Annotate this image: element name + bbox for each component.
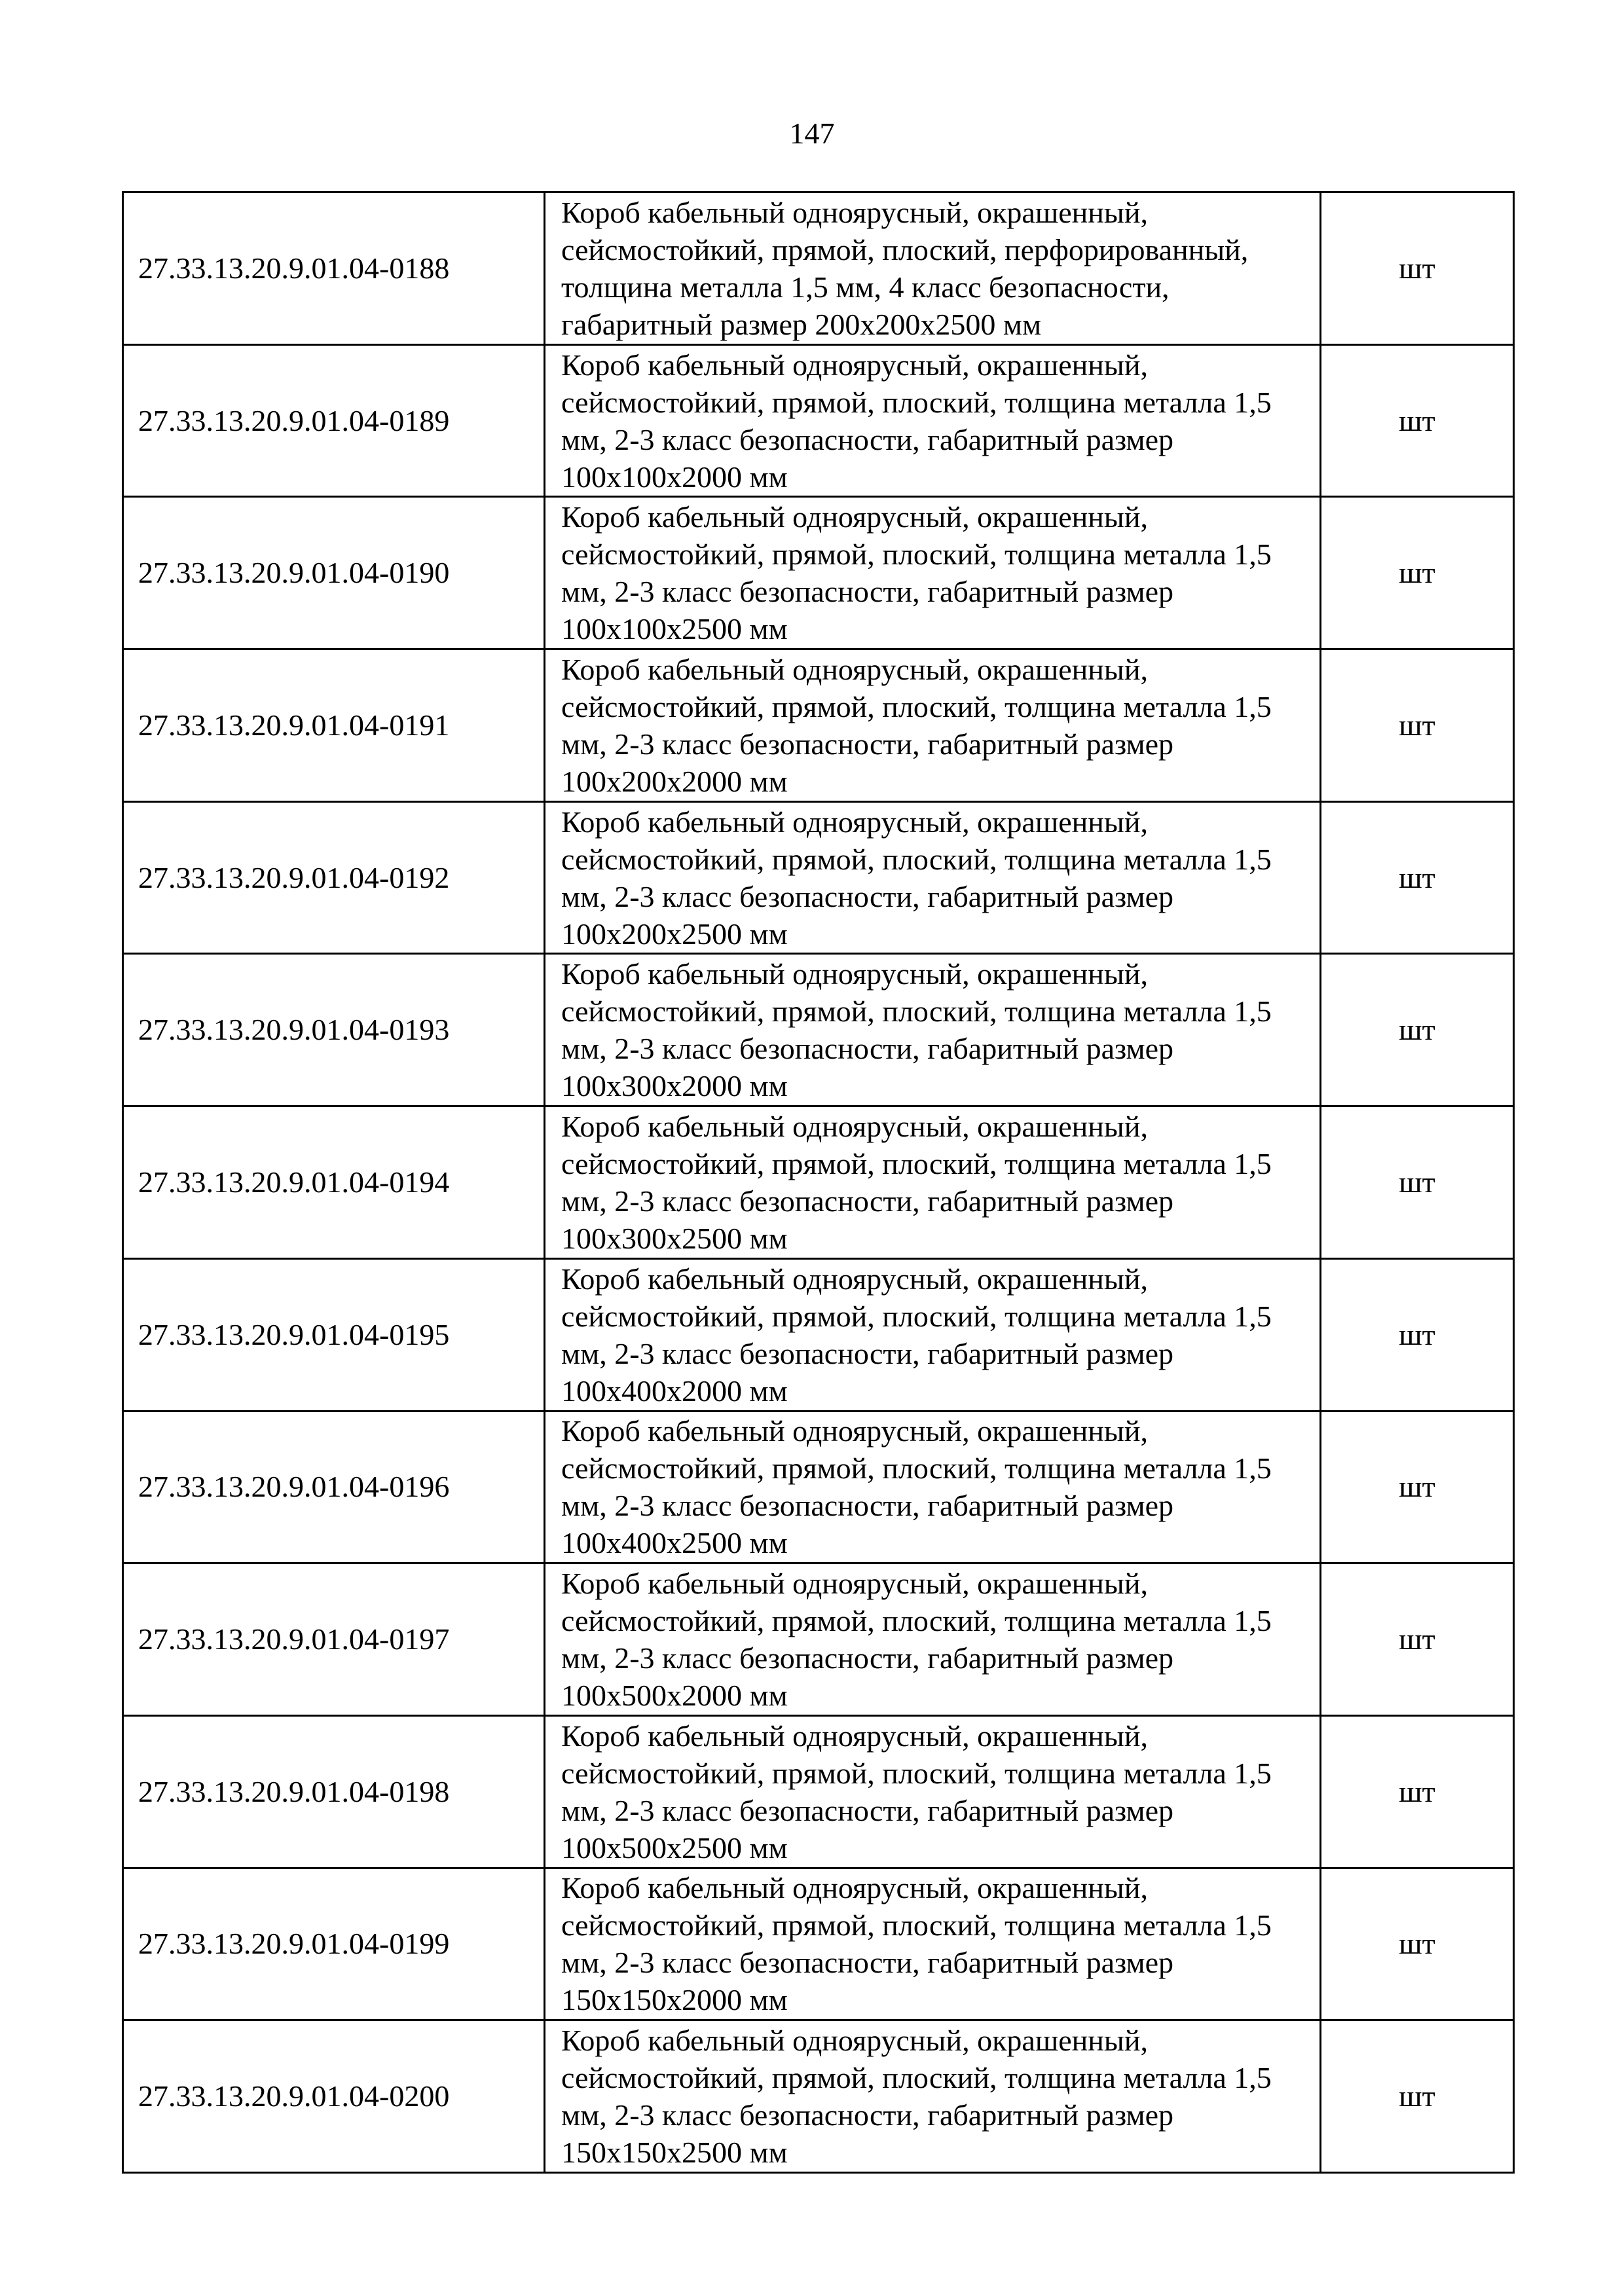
- resource-description-text: Короб кабельный одноярусный, окрашенный, сейсмостойкий, прямой, плоский, толщина металла 1,5 мм, 2-3 класс безопасности, габаритный размер 100х300х2500 мм: [561, 1109, 1272, 1255]
- resource-unit: шт: [1321, 1258, 1514, 1411]
- resource-unit: шт: [1321, 192, 1514, 345]
- resource-description-text: Короб кабельный одноярусный, окрашенный, сейсмостойкий, прямой, плоский, толщина металла 1,5 мм, 2-3 класс безопасности, габаритный размер 100х100х2500 мм: [561, 500, 1272, 646]
- resource-unit: шт: [1321, 1411, 1514, 1563]
- resource-unit: шт: [1321, 954, 1514, 1106]
- resource-unit: шт: [1321, 2020, 1514, 2173]
- resource-code: 27.33.13.20.9.01.04-0192: [123, 801, 545, 954]
- resource-description: [545, 192, 1321, 345]
- resource-code: 27.33.13.20.9.01.04-0193: [123, 954, 545, 1106]
- resource-unit: шт: [1321, 1868, 1514, 2020]
- resource-unit: шт: [1321, 649, 1514, 802]
- resource-description-text: Короб кабельный одноярусный, окрашенный, сейсмостойкий, прямой, плоский, толщина металла 1,5 мм, 2-3 класс безопасности, габаритный размер 100х100х2000 мм: [561, 348, 1272, 494]
- resource-code: 27.33.13.20.9.01.04-0191: [123, 649, 545, 802]
- resource-description: [545, 1411, 1321, 1563]
- resource-description: [545, 1106, 1321, 1259]
- resource-description-text: Короб кабельный одноярусный, окрашенный, сейсмостойкий, прямой, плоский, толщина металла 1,5 мм, 2-3 класс безопасности, габаритный размер 100х500х2000 мм: [561, 1567, 1272, 1713]
- resource-code: 27.33.13.20.9.01.04-0189: [123, 344, 545, 497]
- table-row: [123, 497, 1514, 649]
- resource-code: 27.33.13.20.9.01.04-0198: [123, 1715, 545, 1868]
- resource-description: [545, 954, 1321, 1106]
- resource-code: 27.33.13.20.9.01.04-0196: [123, 1411, 545, 1563]
- resource-description-text: Короб кабельный одноярусный, окрашенный, сейсмостойкий, прямой, плоский, перфорированный, толщина металла 1,5 мм, 4 класс безопасности, габаритный размер 200х200х2500 мм: [561, 195, 1249, 341]
- page-number: 147: [789, 117, 835, 150]
- resource-unit: шт: [1321, 1715, 1514, 1868]
- resource-unit: шт: [1321, 344, 1514, 497]
- resource-code: 27.33.13.20.9.01.04-0194: [123, 1106, 545, 1259]
- resource-description: [545, 1258, 1321, 1411]
- resource-description: [545, 1563, 1321, 1716]
- resource-description-text: Короб кабельный одноярусный, окрашенный, сейсмостойкий, прямой, плоский, толщина металла 1,5 мм, 2-3 класс безопасности, габаритный размер 100х200х2000 мм: [561, 652, 1272, 798]
- resource-code: 27.33.13.20.9.01.04-0195: [123, 1258, 545, 1411]
- resource-code: 27.33.13.20.9.01.04-0199: [123, 1868, 545, 2020]
- resource-table: [122, 191, 1515, 2174]
- resource-description-text: Короб кабельный одноярусный, окрашенный, сейсмостойкий, прямой, плоский, толщина металла 1,5 мм, 2-3 класс безопасности, габаритный размер 150х150х2000 мм: [561, 1871, 1272, 2017]
- table-row: [123, 344, 1514, 497]
- table-row: [123, 1715, 1514, 1868]
- resource-description-text: Короб кабельный одноярусный, окрашенный, сейсмостойкий, прямой, плоский, толщина металла 1,5 мм, 2-3 класс безопасности, габаритный размер 150х150х2500 мм: [561, 2024, 1272, 2170]
- table-row: [123, 1563, 1514, 1716]
- resource-description: [545, 1715, 1321, 1868]
- resource-description: [545, 497, 1321, 649]
- resource-description-text: Короб кабельный одноярусный, окрашенный, сейсмостойкий, прямой, плоский, толщина металла 1,5 мм, 2-3 класс безопасности, габаритный размер 100х300х2000 мм: [561, 957, 1272, 1103]
- resource-description: [545, 344, 1321, 497]
- resource-description: [545, 2020, 1321, 2173]
- table-row: [123, 1106, 1514, 1259]
- resource-unit: шт: [1321, 801, 1514, 954]
- resource-code: 27.33.13.20.9.01.04-0200: [123, 2020, 545, 2173]
- table-row: [123, 1868, 1514, 2020]
- table-row: [123, 649, 1514, 802]
- table-row: [123, 2020, 1514, 2173]
- resource-unit: шт: [1321, 497, 1514, 649]
- resource-code: 27.33.13.20.9.01.04-0188: [123, 192, 545, 345]
- table-row: [123, 954, 1514, 1106]
- table-row: [123, 192, 1514, 345]
- resource-description-text: Короб кабельный одноярусный, окрашенный, сейсмостойкий, прямой, плоский, толщина металла 1,5 мм, 2-3 класс безопасности, габаритный размер 100х200х2500 мм: [561, 805, 1272, 951]
- resource-description-text: Короб кабельный одноярусный, окрашенный, сейсмостойкий, прямой, плоский, толщина металла 1,5 мм, 2-3 класс безопасности, габаритный размер 100х400х2000 мм: [561, 1262, 1272, 1408]
- resource-description: [545, 1868, 1321, 2020]
- resource-description: [545, 801, 1321, 954]
- table-row: [123, 1258, 1514, 1411]
- table-row: [123, 801, 1514, 954]
- resource-unit: шт: [1321, 1563, 1514, 1716]
- resource-unit: шт: [1321, 1106, 1514, 1259]
- resource-description-text: Короб кабельный одноярусный, окрашенный, сейсмостойкий, прямой, плоский, толщина металла 1,5 мм, 2-3 класс безопасности, габаритный размер 100х400х2500 мм: [561, 1414, 1272, 1560]
- resource-description: [545, 649, 1321, 802]
- resource-code: 27.33.13.20.9.01.04-0190: [123, 497, 545, 649]
- resource-code: 27.33.13.20.9.01.04-0197: [123, 1563, 545, 1716]
- table-row: [123, 1411, 1514, 1563]
- resource-description-text: Короб кабельный одноярусный, окрашенный, сейсмостойкий, прямой, плоский, толщина металла 1,5 мм, 2-3 класс безопасности, габаритный размер 100х500х2500 мм: [561, 1719, 1272, 1865]
